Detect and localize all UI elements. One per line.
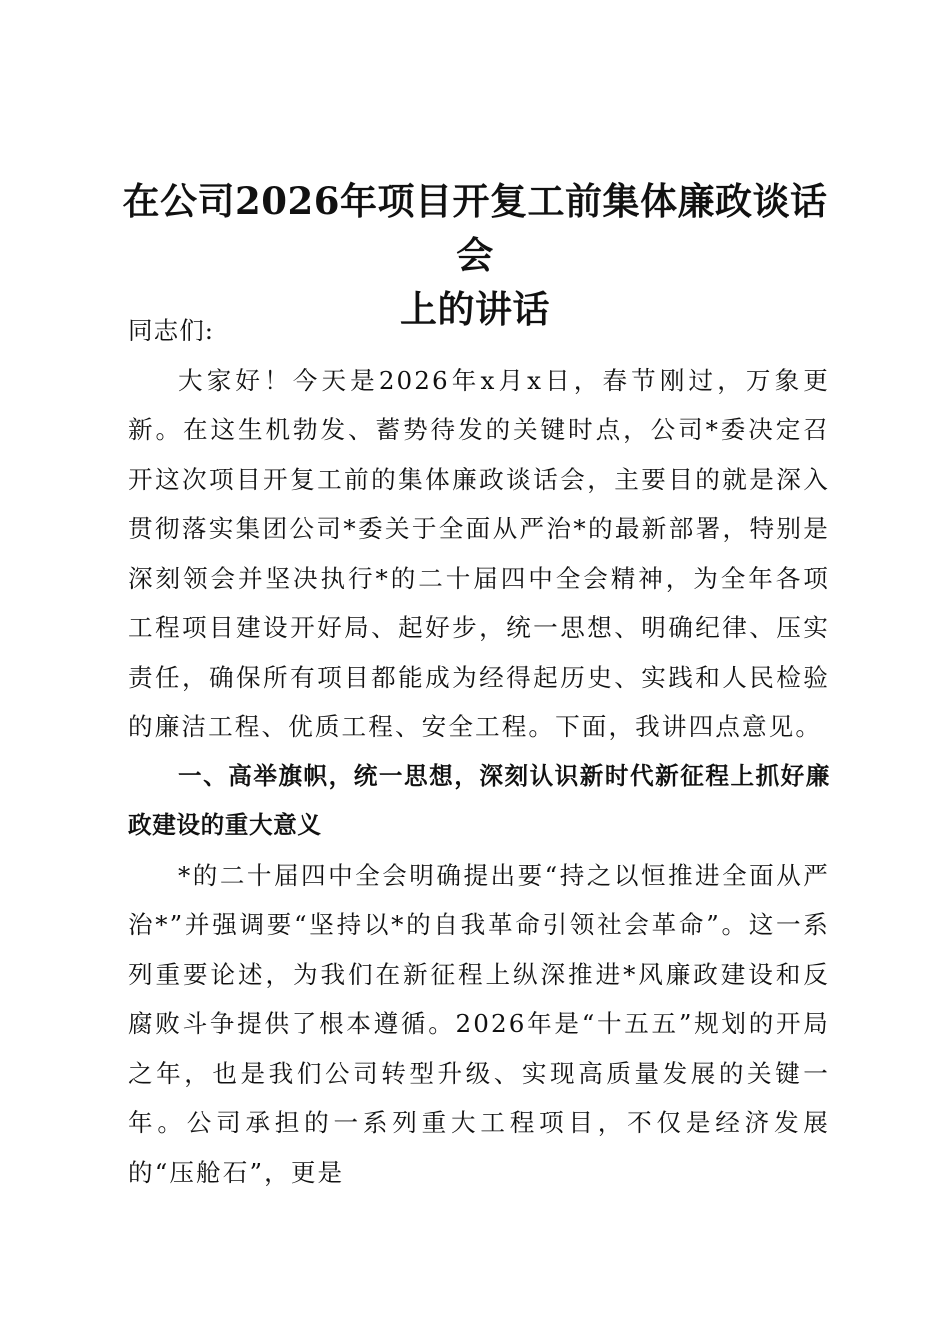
document-body — [128, 306, 830, 1197]
salutation: 同志们: — [128, 316, 215, 345]
title-line-1: 在公司2026年项目开复工前集体廉政谈话会 — [122, 179, 828, 277]
title-line-2: 上的讲话 — [400, 287, 550, 331]
section-heading-1: 一、高举旗帜，统一思想，深刻认识新时代新征程上抓好廉政建设的重大意义 — [128, 761, 830, 839]
section-paragraph-1: *的二十届四中全会明确提出要“持之以恒推进全面从严治*”并强调要“坚持以*的自我革命引领社会革命”。这一系列重要论述，为我们在新征程上纵深推进*风廉政建设和反腐败斗争提供了根本遵循。2026年是“十五五”规划的开局之年，也是我们公司转型升级、实现高质量发展的关键一年。公司承担的一系列重大工程项目，不仅是经济发展的“压舱石”，更是 — [128, 860, 830, 1187]
intro-paragraph: 大家好！今天是2026年x月x日，春节刚过，万象更新。在这生机勃发、蓄势待发的关键时点，公司*委决定召开这次项目开复工前的集体廉政谈话会，主要目的就是深入贯彻落实集团公司*委关于全面从严治*的最新部署，特别是深刻领会并坚决执行*的二十届四中全会精神，为全年各项工程项目建设开好局、起好步，统一思想、明确纪律、压实责任，确保所有项目都能成为经得起历史、实践和人民检验的廉洁工程、优质工程、安全工程。下面，我讲四点意见。 — [128, 365, 830, 741]
